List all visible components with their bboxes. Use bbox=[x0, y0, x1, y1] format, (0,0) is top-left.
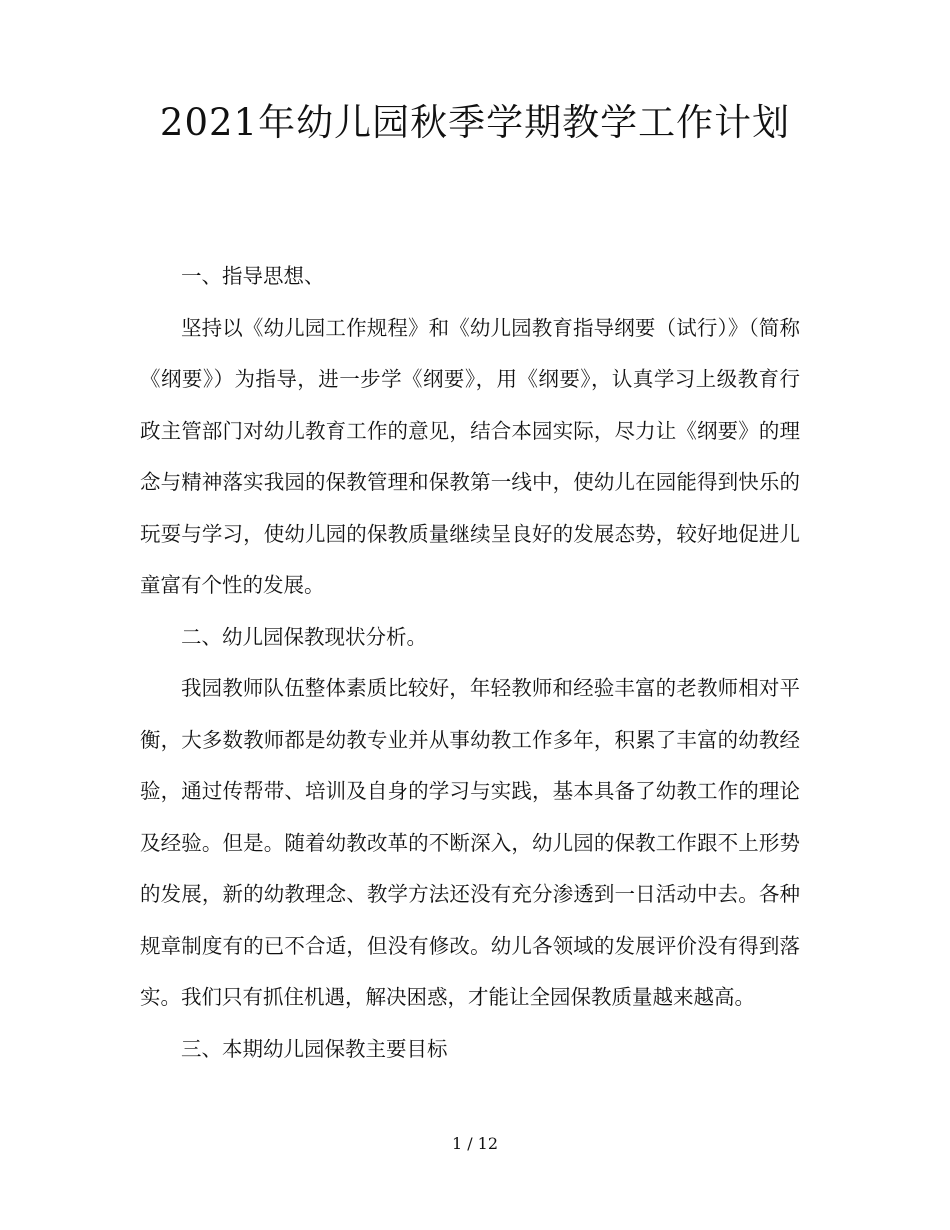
section-heading-guiding-ideology: 一、指导思想、 bbox=[181, 264, 325, 288]
paragraph-guiding-ideology: 坚持以《幼儿园工作规程》和《幼儿园教育指导纲要（试行）》（简称《纲要》）为指导，进一步学《纲要》，用《纲要》，认真学习上级教育行政主管部门对幼儿教育工作的意见，结合本园实际，尽力让《纲要》的理念与精神落实我园的保教管理和保教第一线中，使幼儿在园能得到快乐的玩耍与学习，使幼儿园的保教质量继续呈良好的发展态势，较好地促进儿童富有个性的发展。 bbox=[140, 315, 800, 597]
paragraph-status-analysis: 我园教师队伍整体素质比较好，年轻教师和经验丰富的老教师相对平衡，大多数教师都是幼教专业并从事幼教工作多年，积累了丰富的幼教经验，通过传帮带、培训及自身的学习与实践，基本具备了幼教工作的理论及经验。但是。随着幼教改革的不断深入，幼儿园的保教工作跟不上形势的发展，新的幼教理念、教学方法还没有充分渗透到一日活动中去。各种规章制度有的已不合适，但没有修改。幼儿各领域的发展评价没有得到落实。我们只有抓住机遇，解决困惑，才能让全园保教质量越来越高。 bbox=[140, 676, 800, 1009]
document-body bbox=[140, 251, 800, 1075]
section-heading-main-goals: 三、本期幼儿园保教主要目标 bbox=[181, 1036, 448, 1061]
document-title: 2021年幼儿园秋季学期教学工作计划 bbox=[159, 101, 791, 144]
section-heading-status-analysis: 二、幼儿园保教现状分析。 bbox=[181, 624, 427, 649]
page-number: 1 / 12 bbox=[451, 1134, 499, 1153]
